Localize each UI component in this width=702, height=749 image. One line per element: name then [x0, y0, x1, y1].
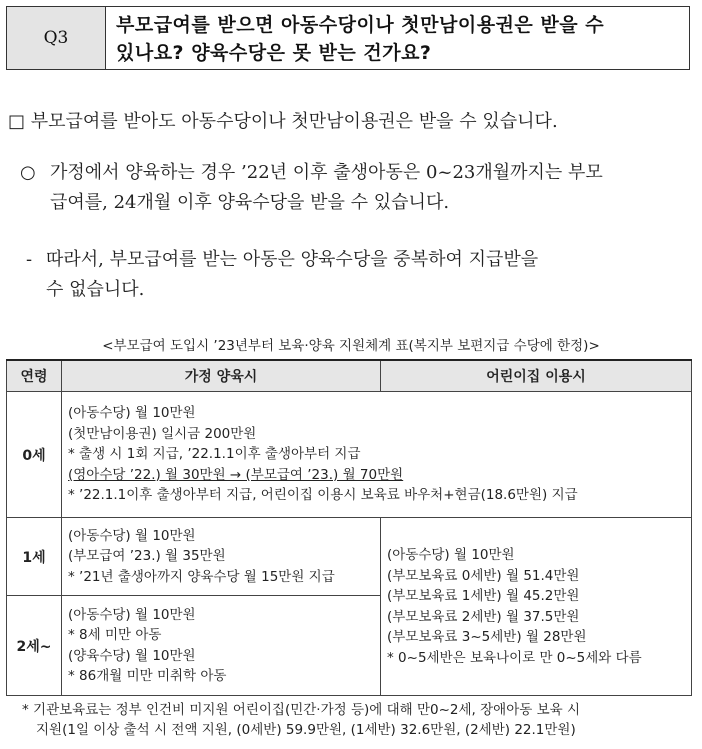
answer-sub-line2: 수 없습니다.: [46, 279, 145, 300]
question-box: [6, 6, 690, 70]
home-care-cell-2: [62, 596, 381, 696]
cell-line: * 86개월 미만 미취학 아동: [68, 668, 227, 684]
cell-line: * 출생 시 1회 지급, ’22.1.1이후 출생아부터 지급: [68, 446, 361, 463]
age-cell: 2세~: [7, 596, 62, 696]
answer-summary-text: 부모급여를 받아도 아동수당이나 첫만남이용권은 받을 수 있습니다.: [30, 111, 558, 132]
cell-line: * 8세 미만 아동: [68, 627, 162, 643]
table-row: [7, 518, 692, 596]
square-bullet-icon: □: [8, 111, 26, 132]
cell-line-underlined: (영아수당 ’22.) 월 30만원 → (부모급여 ’23.) 월 70만원: [68, 466, 404, 483]
table-header-row: [7, 360, 692, 392]
cell-line: * ’21년 출생아까지 양육수당 월 15만원 지급: [68, 568, 335, 585]
answer-sub-point: [26, 245, 696, 305]
answer-sub-line1: [26, 245, 696, 275]
cell-line: (양육수당) 월 10만원: [68, 647, 196, 664]
cell-line: * 0~5세반은 보육나이로 만 0~5세와 다름: [387, 649, 642, 666]
answer-sub-text1: 따라서, 부모급여를 받는 아동은 양육수당을 중복하여 지급받을: [46, 249, 539, 270]
footnote-line1: * 기관보육료는 정부 인건비 미지원 어린이집(민간·가정 등)에 대해 만0~2세, 장애아동 보육 시: [22, 702, 580, 718]
answer-point-text1: 가정에서 양육하는 경우 ’22년 이후 출생아동은 0~23개월까지는 부모: [50, 162, 603, 183]
home-care-cell-0: [62, 392, 692, 518]
cell-line: (부모보육료 2세반) 월 37.5만원: [387, 608, 580, 625]
circle-bullet-icon: ○: [20, 162, 36, 183]
question-label: Q3: [7, 7, 106, 69]
daycare-cell: [381, 518, 692, 696]
answer-point-line1: [20, 158, 696, 188]
cell-line: (아동수당) 월 10만원: [68, 606, 196, 623]
question-text-line2: 있나요? 양육수당은 못 받는 건가요?: [116, 42, 432, 64]
header-age: 연령: [7, 360, 62, 392]
answer-point-line2: 급여를, 24개월 이후 양육수당을 받을 수 있습니다.: [50, 192, 450, 213]
home-care-cell-1: [62, 518, 381, 596]
header-home-care: 가정 양육시: [62, 360, 381, 392]
header-daycare: 어린이집 이용시: [381, 360, 692, 392]
cell-line: (부모급여 ’23.) 월 35만원: [68, 548, 226, 565]
answer-point: [20, 158, 696, 218]
support-table: [6, 359, 692, 696]
footnote: [22, 700, 694, 740]
cell-line: * ’22.1.1이후 출생아부터 지급, 어린이집 이용시 보육료 바우처+현금(18.6만원) 지급: [68, 487, 578, 504]
table-caption: <부모급여 도입시 ’23년부터 보육·양육 지원체계 표(복지부 보편지급 수당에 한정)>: [102, 338, 600, 354]
cell-line: (아동수당) 월 10만원: [68, 527, 196, 544]
age-cell: 0세: [7, 392, 62, 518]
cell-line: (첫만남이용권) 일시금 200만원: [68, 425, 257, 442]
dash-bullet-icon: -: [26, 249, 33, 270]
cell-line: (부모보육료 3~5세반) 월 28만원: [387, 629, 587, 645]
answer-summary: [8, 107, 558, 137]
cell-line: (부모보육료 0세반) 월 51.4만원: [387, 567, 580, 584]
cell-line: (아동수당) 월 10만원: [387, 547, 515, 563]
age-cell: 1세: [7, 518, 62, 596]
footnote-line2: 지원(1일 이상 출석 시 전액 지원, (0세반) 59.9만원, (1세반) 32.6만원, (2세반) 22.1만원): [36, 722, 576, 738]
table-row: [7, 392, 692, 518]
cell-line: (아동수당) 월 10만원: [68, 405, 196, 422]
cell-line: (부모보육료 1세반) 월 45.2만원: [387, 588, 580, 604]
question-text-line1: 부모급여를 받으면 아동수당이나 첫만남이용권은 받을 수: [116, 14, 605, 36]
question-text: [106, 7, 689, 69]
